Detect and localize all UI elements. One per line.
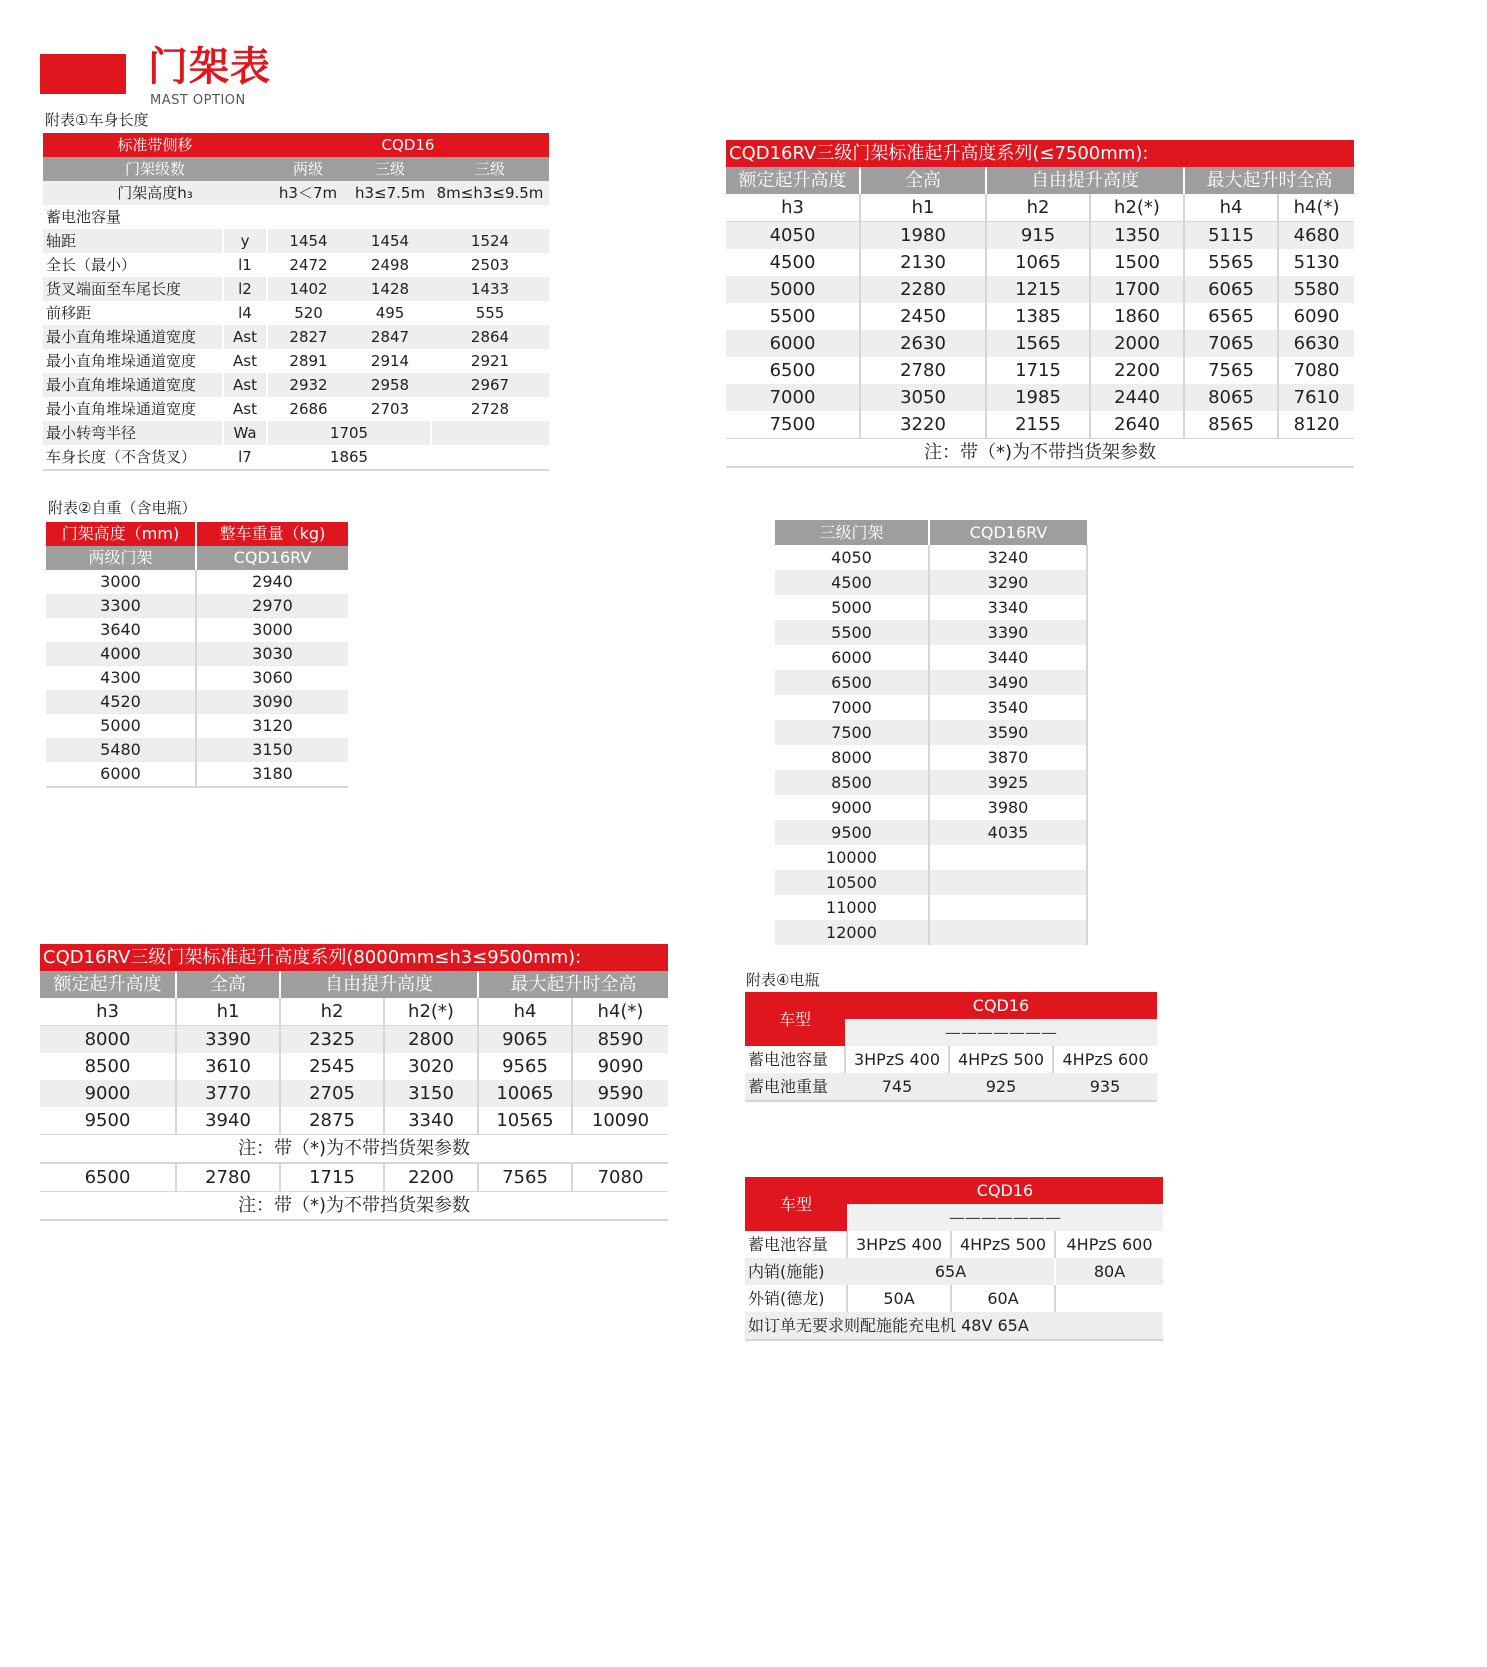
table1-height-label: 门架高度h₃ bbox=[43, 181, 267, 205]
table1-row-name: 全长（最小） bbox=[46, 256, 137, 274]
lift-a-cell: 2440 bbox=[1090, 384, 1184, 411]
table1-body-value: 1865 bbox=[267, 445, 431, 470]
lift-b-cell: 10565 bbox=[478, 1107, 572, 1135]
lift-a-col: h4 bbox=[1184, 194, 1278, 222]
lift-b-cell: 3610 bbox=[176, 1053, 280, 1080]
table3-cell: 8500 bbox=[775, 770, 929, 795]
table1-cell: 2914 bbox=[370, 352, 410, 370]
lift-a-cell: 7000 bbox=[726, 384, 860, 411]
lift-a-cell: 1980 bbox=[860, 222, 986, 250]
table1-cell: 2847 bbox=[349, 325, 431, 349]
lift-a-cell: 2640 bbox=[1090, 411, 1184, 439]
table1-body-sym: l7 bbox=[223, 445, 267, 470]
lift-a-cell: 2630 bbox=[860, 330, 986, 357]
lift-b-extra-cell: 1715 bbox=[280, 1163, 384, 1192]
lift-b-note: 注：带（*)为不带挡货架参数 bbox=[40, 1135, 668, 1164]
table2-cell: 4000 bbox=[46, 642, 196, 666]
table1-cell: 1454 bbox=[349, 229, 431, 253]
table1-cell: 520 bbox=[267, 301, 349, 325]
lift-b-cell: 2705 bbox=[280, 1080, 384, 1107]
battery2-cap: 3HPzS 400 bbox=[847, 1231, 951, 1258]
lift-b-cell: 9590 bbox=[572, 1080, 668, 1107]
lift-b-cell: 9065 bbox=[478, 1026, 572, 1054]
lift-a-cell: 5000 bbox=[726, 276, 860, 303]
table3-cell: 4050 bbox=[831, 548, 872, 567]
lift-a-cell: 2130 bbox=[860, 249, 986, 276]
lift-a-cell: 5580 bbox=[1278, 276, 1354, 303]
table1-row-sym: l2 bbox=[223, 277, 267, 301]
battery1-cap: 4HPzS 600 bbox=[1053, 1046, 1157, 1073]
table1-row-sym: l4 bbox=[223, 301, 267, 325]
table3-cell: 3340 bbox=[929, 595, 1087, 620]
table1-row-sym: y bbox=[223, 229, 267, 253]
table1-cell: 555 bbox=[475, 304, 505, 322]
table1-cell: 2498 bbox=[370, 256, 410, 274]
lift-a-cell: 1860 bbox=[1090, 303, 1184, 330]
charger-table bbox=[745, 1177, 1163, 1341]
lift-a-cell: 1985 bbox=[986, 384, 1090, 411]
battery2-type-label: 车型 bbox=[745, 1177, 847, 1231]
lift-a-cell: 1350 bbox=[1090, 222, 1184, 250]
table1-cell: 1454 bbox=[267, 229, 349, 253]
lift-b-cell: 2545 bbox=[280, 1053, 384, 1080]
table1-cell: 2958 bbox=[349, 373, 431, 397]
table3-cell: 3440 bbox=[929, 645, 1087, 670]
table3-cell: 9500 bbox=[775, 820, 929, 845]
battery1-cap-label: 蓄电池容量 bbox=[748, 1050, 829, 1069]
lift-a-group: 全高 bbox=[860, 167, 986, 194]
lift-a-cell: 7500 bbox=[769, 414, 816, 435]
table1-row-sym: Ast bbox=[223, 349, 267, 373]
lift-a-cell: 1565 bbox=[986, 330, 1090, 357]
table1-turn-value: 1705 bbox=[267, 421, 431, 445]
lift-b-group: 最大起升时全高 bbox=[478, 971, 668, 998]
table1-cell: 2921 bbox=[470, 352, 510, 370]
table3-cell: 3490 bbox=[929, 670, 1087, 695]
lift-a-cell: 5500 bbox=[769, 306, 816, 327]
lift-a-note: 注：带（*)为不带挡货架参数 bbox=[726, 439, 1354, 468]
lift-a-col: h4(*) bbox=[1278, 194, 1354, 222]
lift-a-col: h2 bbox=[986, 194, 1090, 222]
lift-a-cell: 3050 bbox=[860, 384, 986, 411]
table1-row-sym: Ast bbox=[223, 325, 267, 349]
lift-a-cell: 8065 bbox=[1184, 384, 1278, 411]
table2-sub: 两级门架 bbox=[46, 546, 196, 570]
table1-height: 8m≤h3≤9.5m bbox=[431, 181, 549, 205]
lift-a-cell: 2000 bbox=[1090, 330, 1184, 357]
table1-row-name: 货叉端面至车尾长度 bbox=[43, 277, 223, 301]
lift-a-col: h2(*) bbox=[1090, 194, 1184, 222]
table3-cell: 3980 bbox=[929, 795, 1087, 820]
battery2-cap: 4HPzS 500 bbox=[951, 1231, 1055, 1258]
table1-cell: 495 bbox=[375, 304, 405, 322]
lift-b-cell: 10090 bbox=[572, 1107, 668, 1135]
table1-turn-sym: Wa bbox=[223, 421, 267, 445]
battery1-weight: 935 bbox=[1053, 1073, 1157, 1101]
table1-cell: 2703 bbox=[370, 400, 410, 418]
weight-table-two-stage bbox=[46, 522, 348, 788]
table3-cell bbox=[929, 895, 1087, 920]
table2-sub: CQD16RV bbox=[196, 546, 348, 570]
table1-row-sym: l1 bbox=[223, 253, 267, 277]
lift-a-cell: 7565 bbox=[1184, 357, 1278, 384]
table2-cell: 4300 bbox=[100, 668, 141, 687]
table3-cell: 4500 bbox=[775, 570, 929, 595]
lift-b-col: h4 bbox=[478, 998, 572, 1026]
table3-cell: 5500 bbox=[775, 620, 929, 645]
table1-cell: 2827 bbox=[267, 325, 349, 349]
lift-a-cell: 1385 bbox=[986, 303, 1090, 330]
table3-cell: 11000 bbox=[826, 898, 877, 917]
lift-a-cell: 6065 bbox=[1184, 276, 1278, 303]
battery1-model: CQD16 bbox=[845, 992, 1157, 1019]
battery2-inner-label: 内销(施能) bbox=[745, 1258, 847, 1285]
battery2-dash: ——————— bbox=[847, 1204, 1163, 1231]
lift-a-cell: 7065 bbox=[1184, 330, 1278, 357]
table3-cell: 4035 bbox=[929, 820, 1087, 845]
lift-b-cell: 3020 bbox=[384, 1053, 478, 1080]
battery-caption: 附表④电瓶 bbox=[746, 971, 820, 989]
battery2-outer-b: 60A bbox=[951, 1285, 1055, 1312]
table3-cell: 3540 bbox=[929, 695, 1087, 720]
battery2-note: 如订单无要求则配施能充电机 48V 65A bbox=[745, 1312, 1163, 1340]
table1-stage-label: 门架级数 bbox=[43, 157, 267, 181]
table1-cell: 1428 bbox=[349, 277, 431, 301]
lift-b-cell: 3340 bbox=[384, 1107, 478, 1135]
lift-b-cell: 2875 bbox=[280, 1107, 384, 1135]
lift-a-cell: 4680 bbox=[1278, 222, 1354, 250]
table1-caption: 附表①车身长度 bbox=[45, 111, 149, 129]
lift-a-cell: 8565 bbox=[1184, 411, 1278, 439]
table2-head: 门架高度（mm) bbox=[46, 522, 196, 546]
table1-cell: 2932 bbox=[267, 373, 349, 397]
lift-b-col: h4(*) bbox=[572, 998, 668, 1026]
lift-b-cell: 3940 bbox=[176, 1107, 280, 1135]
table3-cell: 7000 bbox=[831, 698, 872, 717]
lift-b-extra-cell: 2200 bbox=[384, 1163, 478, 1192]
lift-height-table-standard bbox=[726, 140, 1354, 468]
lift-a-cell: 1065 bbox=[986, 249, 1090, 276]
table1-body-name: 车身长度（不含货叉） bbox=[43, 445, 223, 470]
table3-head: CQD16RV bbox=[929, 520, 1087, 545]
table1-model: CQD16 bbox=[267, 133, 549, 157]
lift-a-cell: 6630 bbox=[1278, 330, 1354, 357]
table2-cell: 6000 bbox=[46, 762, 196, 787]
lift-height-table-extended bbox=[40, 944, 668, 1221]
lift-a-cell: 5130 bbox=[1278, 249, 1354, 276]
lift-b-group: 全高 bbox=[176, 971, 280, 998]
table1-row-name: 最小直角堆垛通道宽度 bbox=[43, 325, 223, 349]
table2-cell: 3150 bbox=[196, 738, 348, 762]
table1-cell: 1433 bbox=[431, 277, 549, 301]
lift-b-extra-cell: 7080 bbox=[572, 1163, 668, 1192]
lift-a-cell: 7080 bbox=[1278, 357, 1354, 384]
table2-cell: 3120 bbox=[196, 714, 348, 738]
lift-b-cell: 9000 bbox=[40, 1080, 176, 1107]
table1-row-name: 最小直角堆垛通道宽度 bbox=[43, 373, 223, 397]
lift-b-cell: 8000 bbox=[40, 1026, 176, 1054]
logo-red-bar bbox=[40, 54, 126, 94]
lift-a-title: CQD16RV三级门架标准起升高度系列(≤7500mm): bbox=[726, 140, 1354, 167]
table2-cell: 3000 bbox=[100, 572, 141, 591]
battery1-weight: 745 bbox=[845, 1073, 949, 1101]
lift-a-cell: 7610 bbox=[1278, 384, 1354, 411]
lift-a-cell: 2155 bbox=[986, 411, 1090, 439]
lift-b-extra-cell: 6500 bbox=[84, 1167, 131, 1188]
lift-b-cell: 8590 bbox=[572, 1026, 668, 1054]
table1-row-name: 最小直角堆垛通道宽度 bbox=[46, 352, 197, 370]
lift-a-group: 最大起升时全高 bbox=[1184, 167, 1354, 194]
table3-cell: 3290 bbox=[929, 570, 1087, 595]
table3-cell: 3870 bbox=[929, 745, 1087, 770]
table2-cell: 3000 bbox=[196, 618, 348, 642]
lift-a-cell: 2280 bbox=[860, 276, 986, 303]
table1-cell: 1524 bbox=[431, 229, 549, 253]
weight-table-three-stage bbox=[775, 520, 1088, 945]
table1-cell: 2503 bbox=[470, 256, 510, 274]
lift-b-note2: 注：带（*)为不带挡货架参数 bbox=[40, 1192, 668, 1221]
lift-a-col: h3 bbox=[726, 194, 860, 222]
lift-a-group: 自由提升高度 bbox=[986, 167, 1184, 194]
table3-head: 三级门架 bbox=[775, 520, 929, 545]
table2-head: 整车重量（kg) bbox=[196, 522, 348, 546]
table3-cell: 12000 bbox=[775, 920, 929, 945]
lift-b-cell: 9565 bbox=[478, 1053, 572, 1080]
battery2-model: CQD16 bbox=[847, 1177, 1163, 1204]
table2-cell: 3640 bbox=[100, 620, 141, 639]
page-title: 门架表 bbox=[148, 44, 271, 90]
table1-cell: 1402 bbox=[267, 277, 349, 301]
table1-row-sym: Ast bbox=[223, 397, 267, 421]
table1-cell: 2686 bbox=[267, 397, 349, 421]
table1-turn-name: 最小转弯半径 bbox=[43, 421, 223, 445]
table2-cell: 2940 bbox=[196, 570, 348, 594]
table3-cell: 10000 bbox=[826, 848, 877, 867]
lift-b-cell: 9500 bbox=[84, 1110, 131, 1131]
body-length-table bbox=[43, 133, 549, 471]
lift-a-cell: 915 bbox=[986, 222, 1090, 250]
battery1-dash: ——————— bbox=[845, 1019, 1157, 1046]
table2-cell: 3060 bbox=[196, 666, 348, 690]
battery1-weight-label: 蓄电池重量 bbox=[745, 1073, 845, 1101]
lift-b-extra-cell: 2780 bbox=[176, 1163, 280, 1192]
lift-a-cell: 2780 bbox=[860, 357, 986, 384]
table3-cell: 7500 bbox=[775, 720, 929, 745]
lift-a-cell: 2200 bbox=[1090, 357, 1184, 384]
lift-a-cell: 6000 bbox=[726, 330, 860, 357]
table3-cell: 6000 bbox=[831, 648, 872, 667]
lift-b-col: h1 bbox=[176, 998, 280, 1026]
table1-stage: 三级 bbox=[349, 157, 431, 181]
lift-b-cell: 9090 bbox=[572, 1053, 668, 1080]
battery2-cap: 4HPzS 600 bbox=[1055, 1231, 1163, 1258]
table3-cell bbox=[929, 920, 1087, 945]
table3-cell: 3240 bbox=[929, 545, 1087, 570]
table3-cell: 3925 bbox=[929, 770, 1087, 795]
table2-cell: 5480 bbox=[46, 738, 196, 762]
page-subtitle: MAST OPTION bbox=[150, 93, 246, 108]
table1-head-label: 标准带侧移 bbox=[43, 133, 267, 157]
table3-cell: 9000 bbox=[831, 798, 872, 817]
table1-cell: 2891 bbox=[267, 349, 349, 373]
lift-b-col: h2(*) bbox=[384, 998, 478, 1026]
table3-cell: 8000 bbox=[831, 748, 872, 767]
table1-battery-label: 蓄电池容量 bbox=[46, 208, 122, 226]
lift-b-title: CQD16RV三级门架标准起升高度系列(8000mm≤h3≤9500mm): bbox=[40, 944, 668, 971]
battery2-inner-b: 80A bbox=[1055, 1258, 1163, 1285]
lift-a-cell: 1500 bbox=[1090, 249, 1184, 276]
battery2-outer-c bbox=[1055, 1285, 1163, 1312]
table2-cell: 3030 bbox=[196, 642, 348, 666]
lift-a-col: h1 bbox=[860, 194, 986, 222]
table1-stage: 两级 bbox=[267, 157, 349, 181]
battery-weight-table bbox=[745, 992, 1157, 1102]
lift-b-cell: 2325 bbox=[280, 1026, 384, 1054]
table1-cell: 2864 bbox=[431, 325, 549, 349]
lift-a-cell: 3220 bbox=[860, 411, 986, 439]
table1-cell: 2967 bbox=[431, 373, 549, 397]
lift-b-cell: 10065 bbox=[478, 1080, 572, 1107]
lift-b-cell: 3390 bbox=[176, 1026, 280, 1054]
table1-height: h3≤7.5m bbox=[349, 181, 431, 205]
table3-cell: 6500 bbox=[775, 670, 929, 695]
lift-b-cell: 3150 bbox=[384, 1080, 478, 1107]
table3-cell bbox=[929, 845, 1087, 870]
table2-cell: 3300 bbox=[46, 594, 196, 618]
table1-row-name: 轴距 bbox=[43, 229, 223, 253]
battery2-outer-a: 50A bbox=[847, 1285, 951, 1312]
battery2-outer-label: 外销(德龙) bbox=[748, 1289, 825, 1308]
lift-b-col: h2 bbox=[280, 998, 384, 1026]
table1-cell: 2728 bbox=[470, 400, 510, 418]
lift-a-cell: 1700 bbox=[1090, 276, 1184, 303]
table1-row-name: 前移距 bbox=[46, 304, 92, 322]
table3-cell: 10500 bbox=[775, 870, 929, 895]
lift-b-group: 自由提升高度 bbox=[280, 971, 478, 998]
lift-a-cell: 4050 bbox=[726, 222, 860, 250]
table3-cell: 3390 bbox=[929, 620, 1087, 645]
table3-cell bbox=[929, 870, 1087, 895]
table2-cell: 3090 bbox=[196, 690, 348, 714]
lift-a-cell: 6500 bbox=[769, 360, 816, 381]
lift-a-cell: 8120 bbox=[1278, 411, 1354, 439]
table2-cell: 2970 bbox=[196, 594, 348, 618]
battery1-type-label: 车型 bbox=[745, 992, 845, 1046]
battery1-cap: 4HPzS 500 bbox=[949, 1046, 1053, 1073]
lift-a-cell: 1215 bbox=[986, 276, 1090, 303]
lift-a-cell: 5565 bbox=[1184, 249, 1278, 276]
table2-caption: 附表②自重（含电瓶） bbox=[48, 499, 197, 517]
lift-a-cell: 4500 bbox=[769, 252, 816, 273]
lift-a-cell: 6565 bbox=[1184, 303, 1278, 330]
lift-b-cell: 8500 bbox=[84, 1056, 131, 1077]
battery1-cap: 3HPzS 400 bbox=[845, 1046, 949, 1073]
table2-cell: 5000 bbox=[100, 716, 141, 735]
lift-a-cell: 1715 bbox=[986, 357, 1090, 384]
lift-b-cell: 3770 bbox=[176, 1080, 280, 1107]
battery1-weight: 925 bbox=[949, 1073, 1053, 1101]
table1-height: h3＜7m bbox=[267, 181, 349, 205]
lift-b-col: h3 bbox=[40, 998, 176, 1026]
table1-stage: 三级 bbox=[431, 157, 549, 181]
battery2-cap-label: 蓄电池容量 bbox=[748, 1235, 829, 1254]
table3-cell: 3590 bbox=[929, 720, 1087, 745]
lift-b-extra-cell: 7565 bbox=[478, 1163, 572, 1192]
battery2-inner-a: 65A bbox=[847, 1258, 1055, 1285]
lift-a-cell: 6090 bbox=[1278, 303, 1354, 330]
lift-a-cell: 2450 bbox=[860, 303, 986, 330]
table1-row-sym: Ast bbox=[223, 373, 267, 397]
table1-row-name: 最小直角堆垛通道宽度 bbox=[46, 400, 197, 418]
table2-cell: 4520 bbox=[46, 690, 196, 714]
table1-cell: 2472 bbox=[267, 253, 349, 277]
table3-cell: 5000 bbox=[831, 598, 872, 617]
lift-a-cell: 5115 bbox=[1184, 222, 1278, 250]
lift-b-group: 额定起升高度 bbox=[40, 971, 176, 998]
lift-b-cell: 2800 bbox=[384, 1026, 478, 1054]
table2-cell: 3180 bbox=[196, 762, 348, 787]
lift-a-group: 额定起升高度 bbox=[726, 167, 860, 194]
